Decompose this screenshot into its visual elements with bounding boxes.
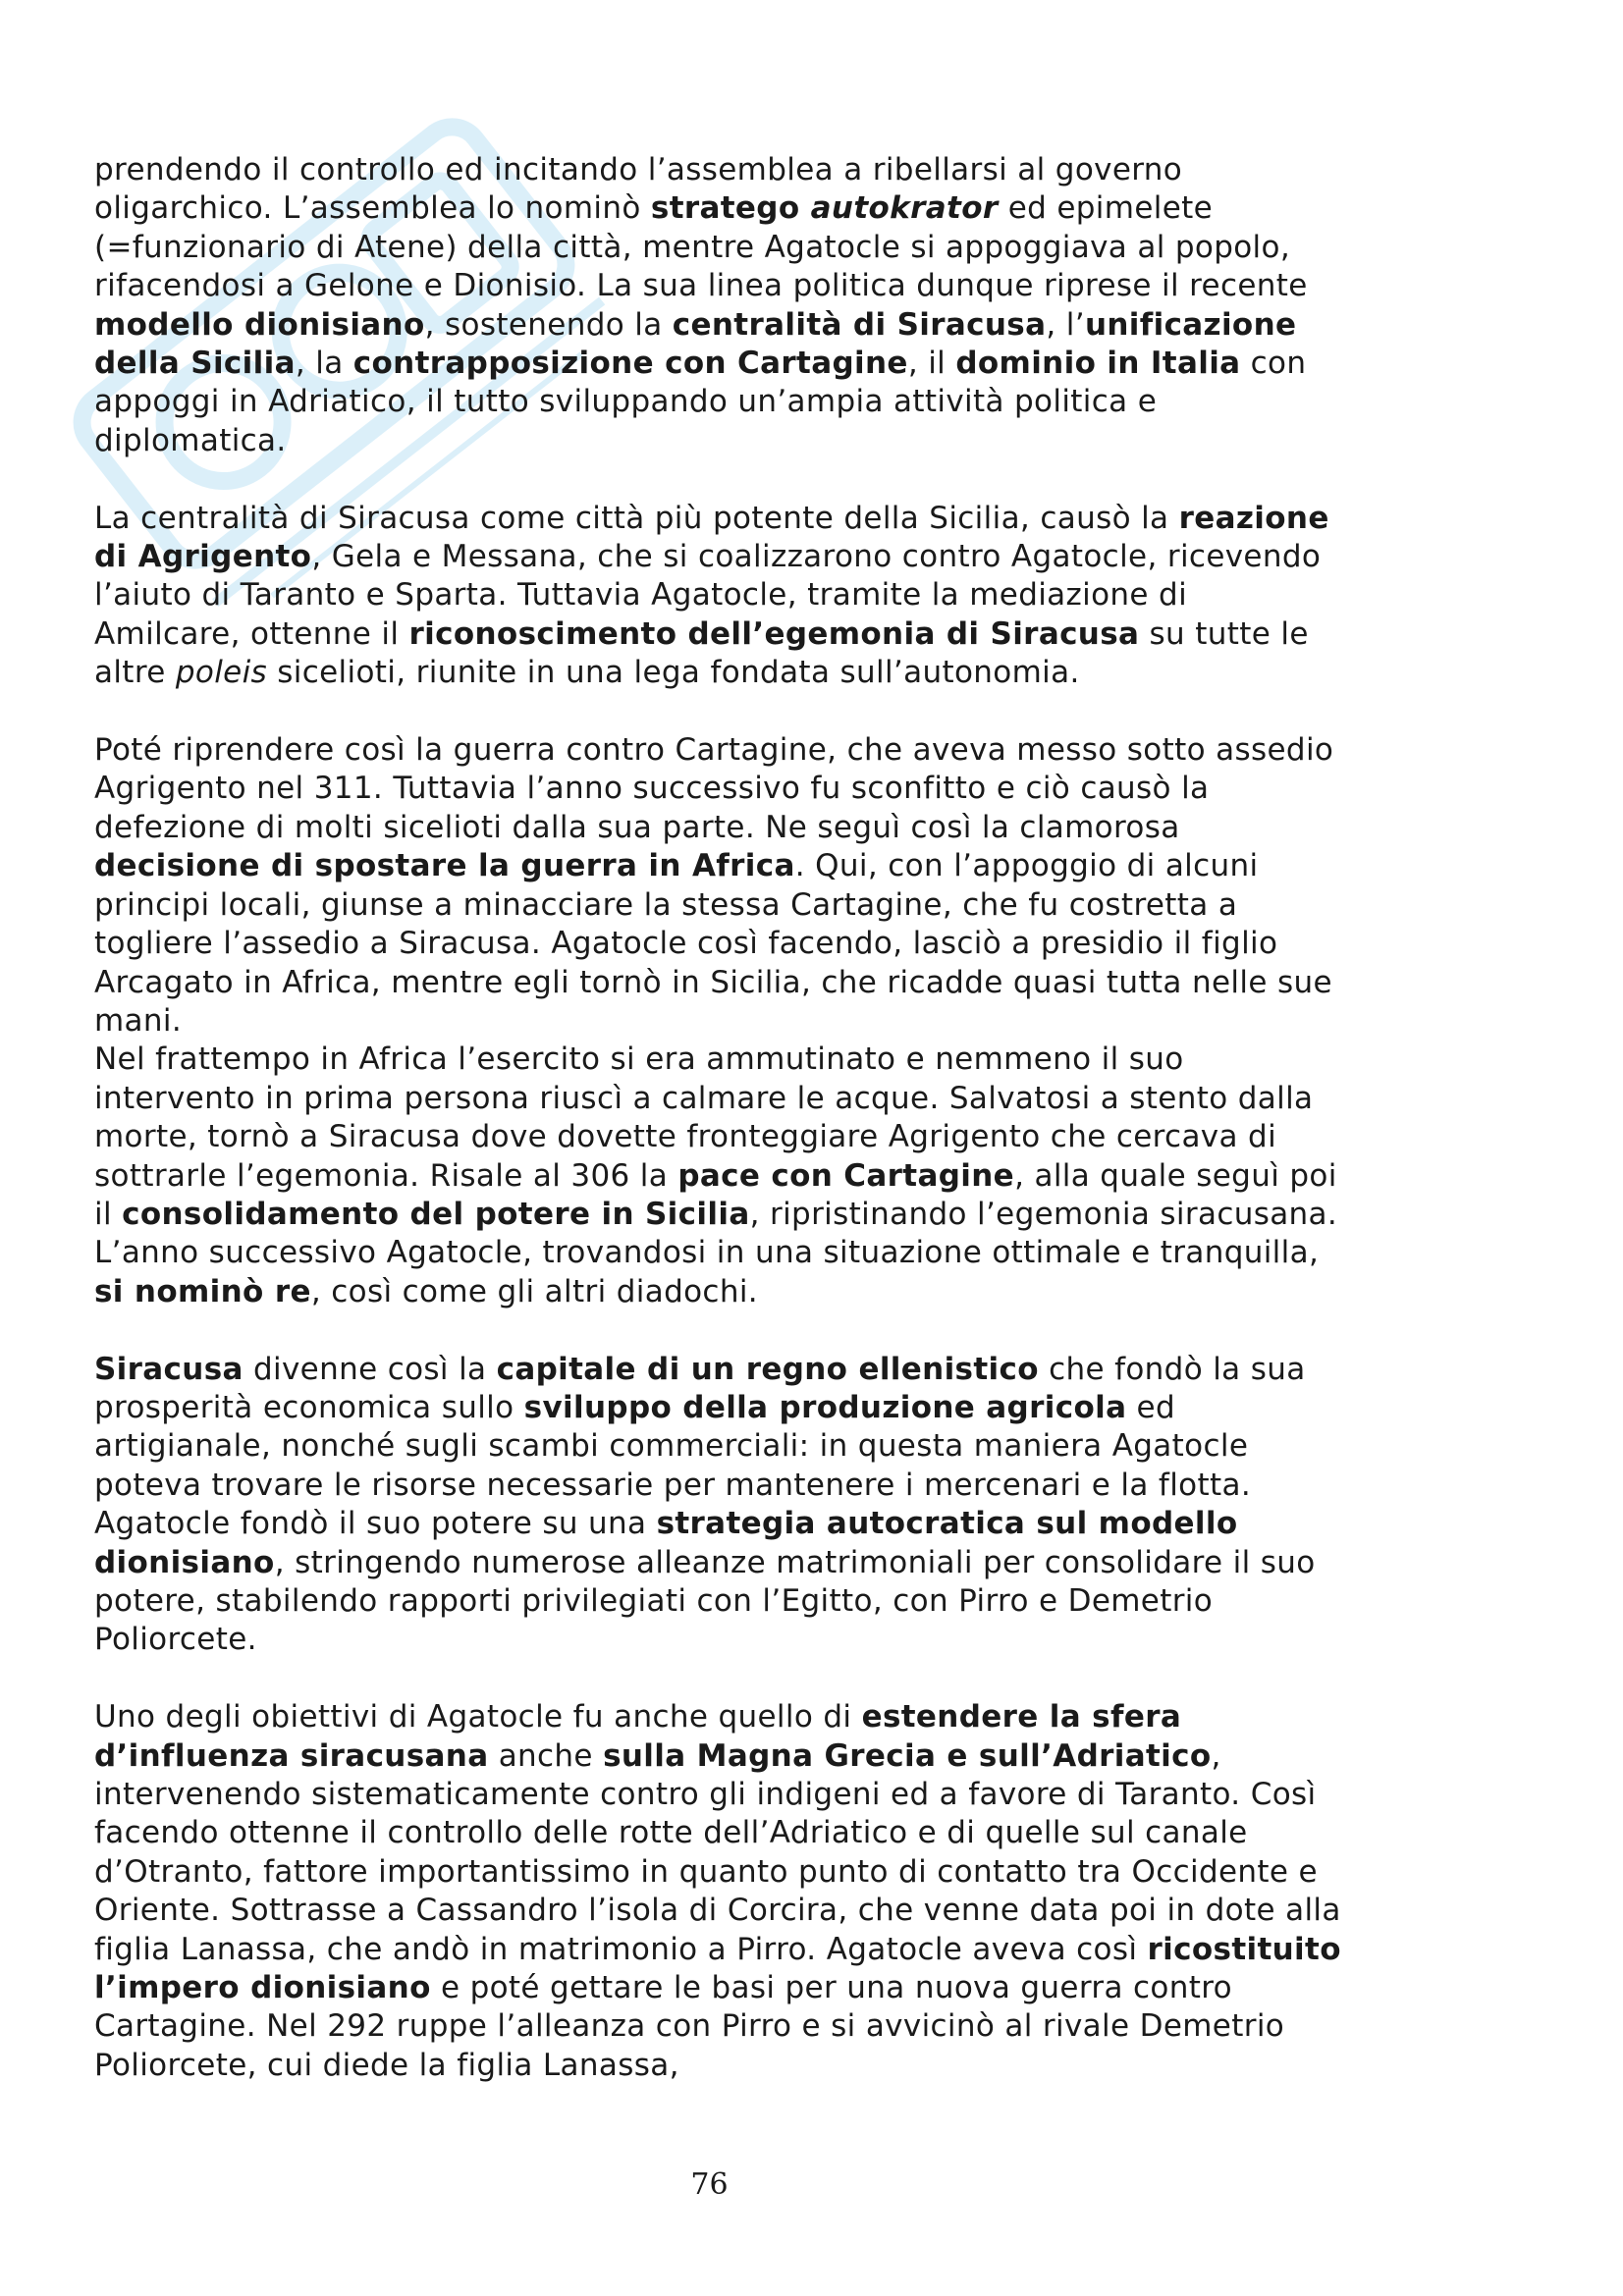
- text-run: anche: [488, 1737, 604, 1774]
- text-run: con appoggi in Adriatico, il tutto sviluppando un’ampia attività politica e diplomatica.: [94, 346, 1307, 458]
- text-run: , l’: [1046, 306, 1085, 343]
- paragraph: [94, 1351, 1341, 1660]
- text-run: che fondò la sua prosperità economica sullo: [94, 1351, 1306, 1425]
- paragraph: [94, 731, 1341, 1041]
- bold-text: si nominò re: [94, 1273, 311, 1309]
- text-run: Uno degli obiettivi di Agatocle fu anche quello di: [94, 1699, 862, 1735]
- bold-text: riconoscimento dell’egemonia di Siracusa: [408, 615, 1140, 652]
- text-run: ed epimelete (=funzionario di Atene) della città, mentre Agatocle si appoggiava al popolo, rifacendosi a Gelone e Dionisio. La sua linea politica dunque riprese il recente: [94, 190, 1308, 304]
- bold-text: consolidamento del potere in Sicilia: [122, 1196, 750, 1232]
- text-run: , la: [295, 346, 353, 382]
- text-run: , il: [907, 346, 956, 382]
- bold-text: pace con Cartagine: [677, 1157, 1015, 1194]
- text-run: La centralità di Siracusa come città più potente della Sicilia, causò la: [94, 500, 1179, 536]
- text-run: . Qui, con l’appoggio di alcuni principi locali, giunse a minacciare la stessa Cartagine, che fu costretta a togliere l’assedio a Siracusa. Agatocle così facendo, lasciò a presidio il figlio Arcagato in Africa, mentre egli tornò in Sicilia, che ricadde quasi tutta nelle sue mani.: [94, 848, 1332, 1039]
- text-run: , intervenendo sistematicamente contro gli indigeni ed a favore di Taranto. Così facendo ottenne il controllo delle rotte dell’Adriatico e di quelle sul canale d’Otranto, fattore importantissimo in quanto punto di contatto tra Occidente e Oriente. Sottrasse a Cassandro l’isola di Corcira, che venne data poi in dote alla figlia Lanassa, che andò in matrimonio a Pirro. Agatocle aveva così: [94, 1737, 1341, 1967]
- text-run: , sostenendo la: [424, 306, 673, 343]
- text-run: , ripristinando l’egemonia siracusana. L’anno successivo Agatocle, trovandosi in una situazione ottimale e tranquilla,: [94, 1196, 1338, 1271]
- italic-text: poleis: [175, 655, 268, 691]
- bold-text: sulla Magna Grecia e sull’Adriatico: [603, 1737, 1212, 1774]
- page-body: [94, 151, 1341, 2124]
- bold-text: dominio in Italia: [955, 346, 1241, 382]
- text-run: prendendo il controllo ed incitando l’assemblea a ribellarsi al governo oligarchico. L’assemblea lo nominò: [94, 152, 1183, 227]
- text-run: ed artigianale, nonché sugli scambi commerciali: in questa maniera Agatocle poteva trovare le risorse necessarie per mantenere i mercenari e la flotta. Agatocle fondò il suo potere su una: [94, 1389, 1252, 1542]
- text-run: Nel frattempo in Africa l’esercito si era ammutinato e nemmeno il suo intervento in prima persona riuscì a calmare le acque. Salvatosi a stento dalla morte, tornò a Siracusa dove dovette fronteggiare Agrigento che cercava di sottrarle l’egemonia. Risale al 306 la: [94, 1041, 1314, 1194]
- paragraph: [94, 500, 1341, 693]
- bold-text: strategia autocratica sul modello dionisiano: [94, 1506, 1238, 1580]
- text-run: divenne così la: [243, 1351, 497, 1387]
- text-run: su tutte le altre: [94, 615, 1309, 691]
- bold-text: decisione di spostare la guerra in Africa: [94, 848, 795, 884]
- bold-text: ricostituito l’impero dionisiano: [94, 1931, 1341, 2006]
- text-run: e poté gettare le basi per una nuova guerra contro Cartagine. Nel 292 ruppe l’alleanza con Pirro e si avvicinò al rivale Demetrio Poliorcete, cui diede la figlia Lanassa,: [94, 1970, 1285, 2083]
- bold-text: contrapposizione con Cartagine: [352, 346, 908, 382]
- text-run: , Gela e Messana, che si coalizzarono contro Agatocle, ricevendo l’aiuto di Taranto e Sparta. Tuttavia Agatocle, tramite la mediazione di Amilcare, ottenne il: [94, 539, 1322, 652]
- text-run: , così come gli altri diadochi.: [310, 1273, 758, 1309]
- bold-text: sviluppo della produzione agricola: [523, 1389, 1127, 1425]
- bold-text: unificazione della Sicilia: [94, 306, 1297, 382]
- bold-text: stratego: [650, 190, 811, 227]
- bold-text: [811, 190, 999, 226]
- bold-text: estendere la sfera d’influenza siracusana: [94, 1699, 1182, 1774]
- text-run: sicelioti, riunite in una lega fondata sull’autonomia.: [267, 655, 1080, 691]
- text-run: Poté riprendere così la guerra contro Cartagine, che aveva messo sotto assedio Agrigento nel 311. Tuttavia l’anno successivo fu sconfitto e ciò causò la defezione di molti sicelioti dalla sua parte. Ne seguì così la clamorosa: [94, 732, 1334, 845]
- paragraph: [94, 1041, 1341, 1311]
- bold-text: centralità di Siracusa: [672, 306, 1047, 343]
- bold-text: reazione di Agrigento: [94, 500, 1329, 575]
- bold-text: capitale di un regno ellenistico: [496, 1351, 1039, 1387]
- page-number: 76: [690, 2167, 729, 2202]
- text-run: , alla quale seguì poi il: [94, 1157, 1337, 1232]
- bold-text: modello dionisiano: [94, 306, 425, 343]
- bold-text: Siracusa: [94, 1351, 243, 1387]
- emphasis-text: autokrator: [810, 190, 999, 227]
- paragraph: [94, 1698, 1341, 2085]
- paragraph: [94, 151, 1341, 460]
- text-run: , stringendo numerose alleanze matrimoniali per consolidare il suo potere, stabilendo rapporti privilegiati con l’Egitto, con Pirro e Demetrio Poliorcete.: [94, 1544, 1316, 1658]
